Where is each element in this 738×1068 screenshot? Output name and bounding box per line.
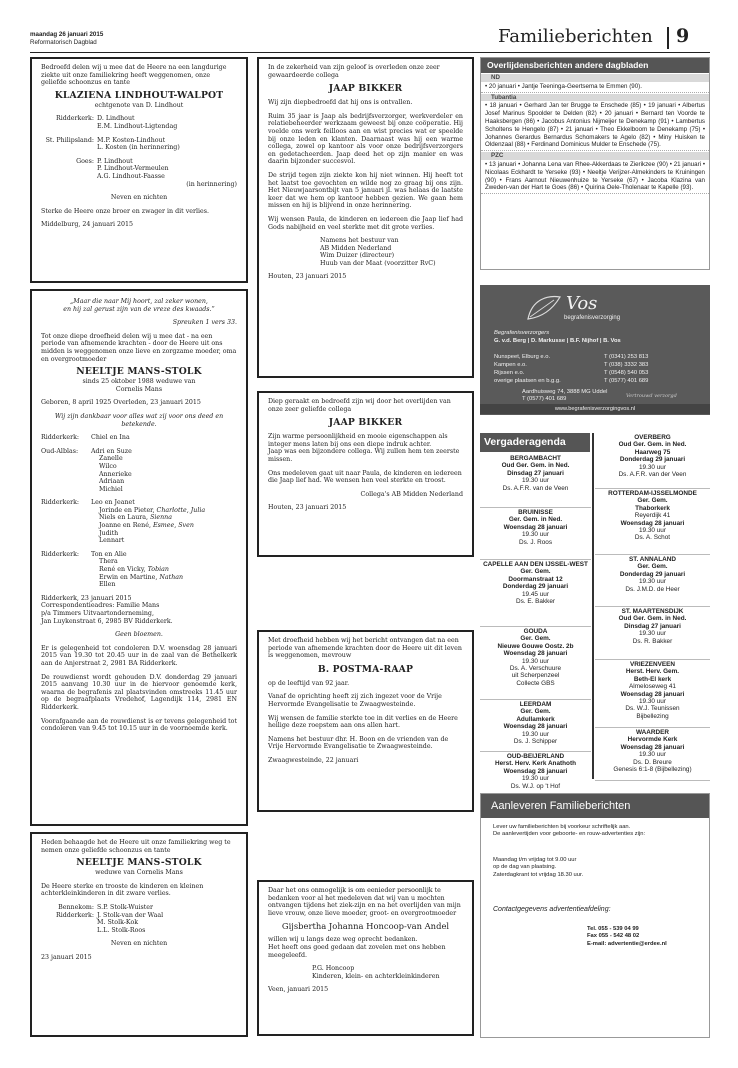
agenda-place: GOUDA — [523, 628, 548, 635]
family-member: P. Lindhout — [97, 157, 133, 165]
agenda-time: 19.30 uur — [638, 630, 666, 638]
source-label: PZC — [481, 152, 709, 160]
agenda-place: CAPELLE AAN DEN IJSSEL-WEST — [483, 561, 588, 568]
place-date: Middelburg, 24 januari 2015 — [41, 221, 134, 229]
page-divider — [667, 27, 669, 49]
deceased-name: NEELTJE MANS-STOLK — [76, 366, 202, 378]
agenda-place: BERGAMBACHT — [510, 455, 561, 462]
family-member: Niels en Laura, Sienna — [99, 514, 172, 522]
family-place: Ridderkerk: — [55, 115, 94, 123]
header-rule — [30, 52, 710, 53]
agenda-entry — [480, 560, 591, 627]
agenda-org: Ger. Gem. — [520, 568, 551, 576]
notice-text: Vanaf de oprichting heeft zij zich ingezet voor de Vrije Hervormde Evangelisatie te Zwaagwesteinde. — [268, 693, 442, 708]
prior-condolence: Voorafgaande aan de rouwdienst is er tevens gelegenheid tot condoleren van 9.45 tot 10.15 uur in de voornoemde kerk. — [41, 717, 237, 733]
birth-death: Geboren, 8 april 1925 Overleden, 23 januari 2015 — [41, 399, 201, 407]
deceased-age: op de leeftijd van 92 jaar. — [268, 679, 350, 687]
deceased-name: Gijsbertha Johanna Honcoop-van Andel — [281, 921, 450, 932]
family-member: Adriaan — [99, 478, 125, 486]
obituary-list: • 20 januari • Jantje Teeninga-Geertsema te Emmen (90). — [481, 82, 709, 93]
family-member: René en Vicky, Tobian — [99, 566, 169, 574]
agenda-date: Woensdag 28 januari — [620, 743, 685, 751]
signature: Kinderen, klein- en achterkleinkinderen — [312, 972, 440, 980]
notice-lindhout-walpot — [30, 57, 248, 283]
vos-phone: T (0577) 401 689 — [604, 378, 649, 384]
agenda-extra: Collecte GBS — [516, 679, 555, 687]
agenda-sp2: uit Scherpenzeel — [511, 672, 560, 680]
agenda-addr: Doormanstraat 12 — [508, 575, 563, 583]
source-label: Tubantia — [481, 94, 709, 102]
agenda-org: Hervormde Kerk — [627, 736, 678, 744]
family-member: Zanelle — [99, 455, 123, 463]
agenda-entry — [595, 489, 710, 555]
agenda-place: WAARDER — [635, 729, 670, 736]
agenda-time: 19.30 uur — [521, 531, 549, 539]
place-date: 23 januari 2015 — [41, 953, 92, 961]
agenda-place: BRUINISSE — [518, 509, 553, 516]
vos-region: overige plaatsen en b.g.g. — [494, 378, 561, 384]
notice-text: Wij wensen de familie sterkte toe in dit verlies en de Heere heilige deze roepstem aan ons allen hart. — [268, 714, 458, 730]
agenda-time: 19.30 uur — [638, 698, 666, 706]
agenda-sp: Ds. R. Bakker — [632, 637, 673, 645]
vos-tagline: begrafenisverzorging — [564, 315, 621, 321]
vos-motto: Vertrouwd verzorgd — [626, 393, 677, 399]
section-title: Familieberichten — [498, 26, 653, 47]
agenda-org: Herst. Herv. Gem. — [625, 668, 680, 676]
family-member: Wilco — [99, 462, 117, 470]
agenda-sp: Ds. J. Schipper — [513, 738, 558, 746]
header-date: maandag 26 januari 2015 — [30, 31, 104, 38]
family-member: E.M. Lindhout-Ligtendag — [97, 122, 178, 130]
agenda-addr: Adullamkerk — [516, 715, 555, 723]
family-place: Bennekom: — [58, 903, 94, 911]
notice-text: De strijd tegen zijn ziekte kon hij niet winnen. Hij heeft tot het laatst toe gevochten en wilde nog zo graag bij ons zijn. Het Nieuwjaarsontbijt van 5 januari jl. was helaas de laatste keer dat we hem op kantoor hebben gezien. We gaan hem missen en hij is blijvend in onze herinnering. — [268, 171, 463, 210]
vos-address: Aardhuisweg 74, 3888 MG Uddel — [522, 389, 608, 395]
agenda-place: OVERBERG — [634, 434, 671, 441]
agenda-sp: Ds. E. Bakker — [515, 598, 556, 606]
thanks: Wij zijn dankbaar voor alles wat zij voor ons deed en betekende. — [54, 412, 224, 428]
notice-bikker-colleagues — [257, 391, 474, 557]
vos-region: Kampen e.o. — [494, 362, 527, 368]
notice-honcoop-thanks — [257, 880, 474, 1036]
agenda-time: 19.30 uur — [638, 527, 666, 535]
notice-text: Wij wensen Paula, de kinderen en iedereen die Jaap lief had Gods nabijheid en veel sterkte met dit grote verlies. — [268, 215, 463, 231]
agenda-date: Donderdag 29 januari — [502, 583, 569, 591]
family-member: J. Stolk-van der Waal — [97, 911, 164, 919]
deceased-name: B. POSTMA-RAAP — [317, 663, 414, 675]
family-member: P. Lindhout-Vermeulen — [97, 165, 169, 173]
vos-leaf-logo — [524, 293, 564, 323]
place-date: Houten, 23 januari 2015 — [268, 504, 347, 512]
notice-intro: Met droefheid hebben wij het bericht ontvangen dat na een periode van afnemende krachten door de Heere uit dit leven is weggenomen, mevrouw — [268, 637, 462, 660]
family-place: Ridderkerk: — [41, 434, 80, 442]
deceased-name: JAAP BIKKER — [328, 83, 403, 95]
vos-url[interactable]: www.begrafenisverzorgingvos.nl — [480, 404, 710, 414]
agenda-entry — [595, 555, 710, 607]
vos-phone: T (0548) 540 053 — [604, 370, 649, 376]
family-member: Judith — [99, 529, 119, 537]
agenda-time: 19.30 uur — [521, 657, 549, 665]
signature: Wim Duizer (directeur) — [320, 252, 395, 260]
family-member: Annerieke — [99, 470, 132, 478]
agenda-org: Oud Ger. Gem. in Ned. — [618, 441, 687, 449]
agenda-addr2: Almeloseweg 41 — [629, 683, 676, 691]
notice-text: De Heere sterke en trooste de kinderen en kleinen achterkleinkinderen in dit zware verlies. — [41, 882, 204, 898]
agenda-column-left — [480, 454, 591, 790]
agenda-date: Donderdag 29 januari — [619, 456, 686, 464]
agenda-extra: Bijbellezing — [636, 712, 669, 720]
nephews: Neven en nichten — [110, 940, 168, 948]
deceased-sub: echtgenote van D. Lindhout — [94, 101, 184, 109]
agenda-sp: Ds. A.F.R. van de Veen — [502, 484, 569, 492]
obituaries-other-papers — [480, 57, 710, 270]
agenda-time: 19.30 uur — [638, 751, 666, 759]
deceased-sub: sinds 25 oktober 1988 weduwe van — [82, 378, 196, 386]
signature: Namens het bestuur van — [320, 237, 399, 245]
vos-region: Rijssen e.o. — [494, 370, 525, 376]
contact-phone[interactable]: Tel. 055 - 539 04 99 — [587, 926, 639, 933]
family-member: L.L. Stolk-Roos — [97, 926, 146, 934]
agenda-sp: Ds. J. Roos — [518, 538, 553, 546]
family-place: Oud-Alblas: — [41, 447, 79, 455]
notice-intro: Tot onze diepe droefheid delen wij u mee dat - na een periode van afnemende krachten - door de Heere uit ons midden is weggenomen onze lieve en zorgzame moeder, oma en overgrootmoeder — [41, 332, 237, 363]
agenda-date: Dinsdag 27 januari — [507, 469, 564, 477]
family-place: Ridderkerk: — [41, 499, 80, 507]
source-label: ND — [481, 74, 709, 82]
agenda-sp: Ds. A. Schot — [634, 534, 671, 542]
quote-ref: Spreuken 1 vers 33. — [172, 319, 237, 327]
notice-intro: Bedroefd delen wij u mee dat de Heere na een langdurige ziekte uit onze familiekring heeft weggenomen, onze geliefde schoonzus en tante — [41, 64, 227, 87]
notice-text: Ons medeleven gaat uit naar Paula, de kinderen en iedereen die Jaap lief had. We wensen hen veel sterkte en troost. — [268, 469, 462, 485]
agenda-org: Ger. Gem. — [637, 563, 668, 571]
family-member: Erwin en Martine, Nathan — [99, 573, 184, 581]
agenda-sp: Ds. J.M.D. de Heer — [625, 585, 680, 593]
place-date: Houten, 23 januari 2015 — [268, 273, 347, 281]
agenda-column-right — [595, 433, 710, 779]
signature: AB Midden Nederland — [320, 244, 392, 252]
notice-text: Namens het bestuur dhr. H. Boon en de vrienden van de Vrije Hervormde Evangelisatie te Zwaagwesteinde. — [268, 735, 449, 751]
signature: P.G. Honcoop — [312, 965, 355, 973]
notice-intro: In de zekerheid van zijn geloof is overleden onze zeer gewaardeerde collega — [268, 64, 440, 79]
family-member: M.P. Kosten-Lindhout — [97, 136, 166, 144]
agenda-divider — [592, 433, 594, 779]
obituaries-title: Overlijdensberichten andere dagbladen — [481, 58, 709, 73]
agenda-org: Herst. Herv. Kerk Anathoth — [495, 760, 576, 768]
flowers-note: Geen bloemen. — [115, 631, 163, 639]
submission-line: op de dag van plaatsing. — [493, 864, 557, 871]
closing: Sterke de Heere onze broer en zwager in dit verlies. — [41, 207, 209, 215]
submission-line: Zaterdagkrant tot vrijdag 18.30 uur. — [493, 871, 584, 878]
agenda-org: Oud Ger. Gem. in Ned. — [501, 462, 570, 470]
agenda-entry — [480, 508, 591, 560]
place-date: Veen, januari 2015 — [268, 986, 329, 994]
obituary-list: • 18 januari • Gerhard Jan ter Brugge te Enschede (85) • 19 januari • Albertus Josef Marinus Spoolder te Delden (82) • 20 januari • Bernard ten Voorde te Haaksbergen (86) • Jacobus Antonius Nijmeijer te Denekamp (91) • Lambertus Scholtens te Hengelo (87) • 21 januari • Theo Ekkelboom te Denekamp (75) • Johannes Gerardus Bernardus Schomakers te Agelo (82) • Miny Huisken te Oldenzaal (88) • Ferdinand Dominicus Mulder te Enschede (75). — [481, 101, 709, 151]
vos-phone: T (0341) 253 813 — [604, 354, 649, 360]
obituary-list: • 13 januari • Johanna Lena van Rhee-Akkerdaas te Zierikzee (90) • 21 januari • Nicolaas Eckhardt te Yerseke (93) • Neeltje Verijzer-Almekinders te Kruiningen (90) • Frans Aarnout Nieuwenhuize te Yerseke (67) • Jacoba Klazina van Zweden-van der Hart te Goes (86) • Quirina Oele-Tholenaar te Kapelle (93). — [481, 160, 709, 194]
agenda-entry — [595, 728, 710, 781]
nephews: Neven en nichten — [110, 194, 168, 202]
agenda-entry — [480, 700, 591, 752]
family-member: Chiel en Ina — [91, 434, 130, 442]
vos-names: G. v.d. Berg | D. Markusse | B.F. Nijhof | B. Vos — [494, 338, 621, 344]
condolence-info: Er is gelegenheid tot condoleren D.V. woensdag 28 januari 2015 van 19.30 tot 20.45 uur in de zaal van de Bethelkerk aan de Anjerstraat 2, 2981 BA Ridderkerk. — [41, 644, 237, 667]
agenda-place: OUD-BEIJERLAND — [506, 753, 565, 760]
agenda-addr: Thaborkerk — [635, 504, 670, 512]
agenda-date: Woensdag 28 januari — [503, 523, 568, 531]
agenda-date: Woensdag 28 januari — [620, 519, 685, 527]
agenda-date: Dinsdag 27 januari — [624, 622, 681, 630]
correspondence-address: Ridderkerk, 23 januari 2015 Correspondentieadres: Familie Mans p/a Timmers Uitvaartonderneming, Jan Luykenstraat 6, 2985 BV Ridderkerk. — [41, 594, 173, 625]
family-member: Jorinde en Pieter, Charlotte, Julia — [99, 506, 206, 514]
agenda-addr: Nieuwe Gouwe Oostz. 2b — [497, 642, 574, 650]
meeting-agenda — [480, 433, 710, 790]
agenda-org: Ger. Gem. — [637, 497, 668, 505]
agenda-extra: Genesis 6:1-8 (Bijbellezing) — [613, 766, 692, 774]
deceased-name: KLAZIENA LINDHOUT-WALPOT — [54, 89, 224, 101]
agenda-org: Ger. Gem. in Ned. — [508, 516, 563, 524]
agenda-place: VRIEZENVEEN — [629, 661, 676, 668]
agenda-entry — [480, 627, 591, 700]
agenda-title: Vergaderagenda — [480, 433, 590, 452]
vos-tel: T (0577) 401 689 — [522, 396, 567, 402]
agenda-addr: Haarweg 75 — [634, 448, 671, 456]
agenda-time: 19.30 uur — [521, 775, 549, 783]
family-member: Leo en Jeanet — [91, 499, 135, 507]
place-date: Zwaagwesteinde, 22 januari — [268, 756, 359, 764]
notice-text: Jaap was een bijzondere collega. Wij zullen hem ten zeerste missen. — [268, 448, 460, 463]
vos-region: Nunspeet, Elburg e.o. — [494, 354, 551, 360]
submission-line: Maandag t/m vrijdag tot 9.00 uur — [493, 856, 577, 863]
agenda-date: Woensdag 28 januari — [503, 650, 568, 658]
notice-intro: Diep geraakt en bedroefd zijn wij door het overlijden van onze zeer geliefde collega — [268, 398, 451, 413]
agenda-time: 19.30 uur — [521, 477, 549, 485]
agenda-entry — [480, 454, 591, 508]
family-place: St. Philipsland: — [45, 136, 94, 144]
agenda-sp: Ds. W.J. Teunissen — [625, 705, 680, 713]
submission-line: Lever uw familieberichten bij voorkeur schriftelijk aan. — [493, 824, 631, 830]
agenda-sp: Ds. W.J. op 't Hof — [510, 782, 561, 790]
notice-text: Zijn warme persoonlijkheid en mooie eigenschappen als integer mens laten bij ons een diepe indruk achter. — [268, 433, 448, 448]
notice-intro: Daar het ons onmogelijk is om eenieder persoonlijk te bedanken voor al het medeleven dat wij van u mochten ontvangen tijdens het ziek-zijn en na het overlijden van mijn lieve vrouw, onze lieve moeder, groot- en overgrootmoeder — [268, 887, 461, 917]
agenda-time: 19.30 uur — [521, 730, 549, 738]
agenda-sp: Ds. A.F.R. van der Veen — [618, 471, 687, 479]
family-place: Goes: — [76, 157, 94, 165]
notice-mans-stolk-family — [30, 832, 248, 1037]
agenda-place: ST. ANNALAND — [629, 556, 676, 563]
agenda-date: Woensdag 28 januari — [620, 690, 685, 698]
agenda-org: Ger. Gem. — [520, 635, 551, 643]
notice-bikker-board — [257, 57, 474, 378]
header-paper: Reformatorisch Dagblad — [30, 39, 97, 46]
notice-text: Wij zijn diepbedroefd dat hij ons is ontvallen. — [268, 99, 413, 107]
family-member: L. Kosten (in herinnering) — [97, 144, 180, 152]
contact-email[interactable]: E-mail: advertentie@erdee.nl — [587, 940, 667, 947]
contact-heading: Contactgegevens advertentieafdeling: — [493, 906, 611, 914]
family-member: Michiel — [99, 485, 123, 493]
agenda-entry — [595, 660, 710, 728]
agenda-sp: Ds. A. Verschuure — [509, 665, 562, 673]
notice-text: Ruim 35 jaar is Jaap als bedrijfsverzorger, werkverdeler en relatiebeheerder werkzaam geweest bij onze coöperatie. Hij voelde ons werk feilloos aan en wist precies wat er speelde bij onze leden en klanten. Daarnaast was hij een warme collega, zowel op kantoor als voor onze bedrijfsverzorgers en gedetacheerden. Jaap deed het op zijn manier en was daarin bijzonder succesvol. — [268, 112, 463, 166]
signature: Collega's AB Midden Nederland — [360, 490, 463, 498]
agenda-addr: Beth-El kerk — [633, 675, 672, 683]
quote: en hij zal gerust zijn van de vreze des kwaads.” — [63, 305, 215, 313]
agenda-sp: Ds. D. Breure — [633, 758, 672, 766]
family-member: Adri en Suze — [91, 447, 132, 455]
agenda-addr2: Reyerdijk 41 — [634, 512, 671, 520]
contact-fax: Fax 055 - 542 48 02 — [587, 933, 640, 940]
signature: Huub van der Maat (voorzitter RvC) — [320, 259, 436, 267]
submission-info — [480, 793, 710, 1038]
family-place: Ridderkerk: — [41, 550, 80, 558]
deceased-name: JAAP BIKKER — [328, 417, 403, 429]
vos-subtitle: Begrafenisverzorgers — [494, 330, 550, 336]
family-member: (in herinnering) — [186, 180, 237, 188]
vos-phone: T (038) 3332 383 — [604, 362, 649, 368]
family-member: A.G. Lindhout-Faasse — [97, 172, 165, 180]
agenda-date: Woensdag 28 januari — [503, 723, 568, 731]
notice-text: willen wij u langs deze weg oprecht bedanken. Het heeft ons goed gedaan dat zovelen met ons hebben meegeleefd. — [268, 936, 446, 959]
agenda-entry — [595, 607, 710, 660]
family-member: Lennart — [99, 537, 125, 545]
deceased-name: NEELTJE MANS-STOLK — [76, 857, 202, 869]
notice-intro: Heden behaagde het de Heere uit onze familiekring weg te nemen onze geliefde schoonzus en tante — [41, 839, 231, 854]
page-number: 9 — [676, 25, 690, 47]
family-member: S.P. Stolk-Wuister — [97, 903, 153, 911]
family-member: Joanne en René, Esmee, Sven — [99, 522, 194, 530]
agenda-place: LEERDAM — [519, 701, 552, 708]
deceased-sub: weduwe van Cornelis Mans — [95, 869, 183, 877]
family-member: M. Stolk-Kok — [97, 919, 139, 927]
service-info: De rouwdienst wordt gehouden D.V. donderdag 29 januari 2015 aanvang 10.30 uur in de hiervoor genoemde kerk, waarna de begrafenis zal plaatsvinden omstreeks 11.45 uur op de begraafplaats Vredehof, Lagendijk 114, 2981 EN Ridderkerk. — [41, 673, 237, 711]
agenda-place: ST. MAARTENSDIJK — [621, 608, 684, 615]
vos-advertisement — [480, 285, 710, 415]
family-member: Ellen — [99, 581, 116, 589]
family-member: Ton en Alie — [91, 550, 127, 558]
agenda-org: Ger. Gem. — [520, 708, 551, 716]
submission-line: De aanlevertijden voor geboorte- en rouw-advertenties zijn: — [493, 831, 646, 838]
agenda-org: Oud Ger. Gem. in Ned. — [618, 615, 687, 623]
agenda-time: 19.30 uur — [638, 463, 666, 471]
agenda-entry — [595, 433, 710, 489]
deceased-sub: Cornelis Mans — [115, 385, 163, 393]
family-place: Ridderkerk: — [55, 911, 94, 919]
agenda-place: ROTTERDAM-IJSSELMONDE — [608, 490, 697, 497]
notice-mans-stolk — [30, 289, 248, 826]
agenda-date: Woensdag 28 januari — [503, 767, 568, 775]
submission-title: Aanleveren Familieberichten — [481, 794, 709, 818]
family-member: Thera — [99, 558, 118, 566]
agenda-date: Donderdag 29 januari — [619, 570, 686, 578]
notice-postma-raap — [257, 630, 474, 812]
quote: „Maar die naar Mij hoort, zal zeker wonen, — [70, 298, 208, 305]
vos-logo-text: Vos — [566, 293, 598, 314]
agenda-time: 19.45 uur — [521, 590, 549, 598]
family-member: D. Lindhout — [97, 115, 135, 123]
agenda-time: 19.30 uur — [638, 578, 666, 586]
